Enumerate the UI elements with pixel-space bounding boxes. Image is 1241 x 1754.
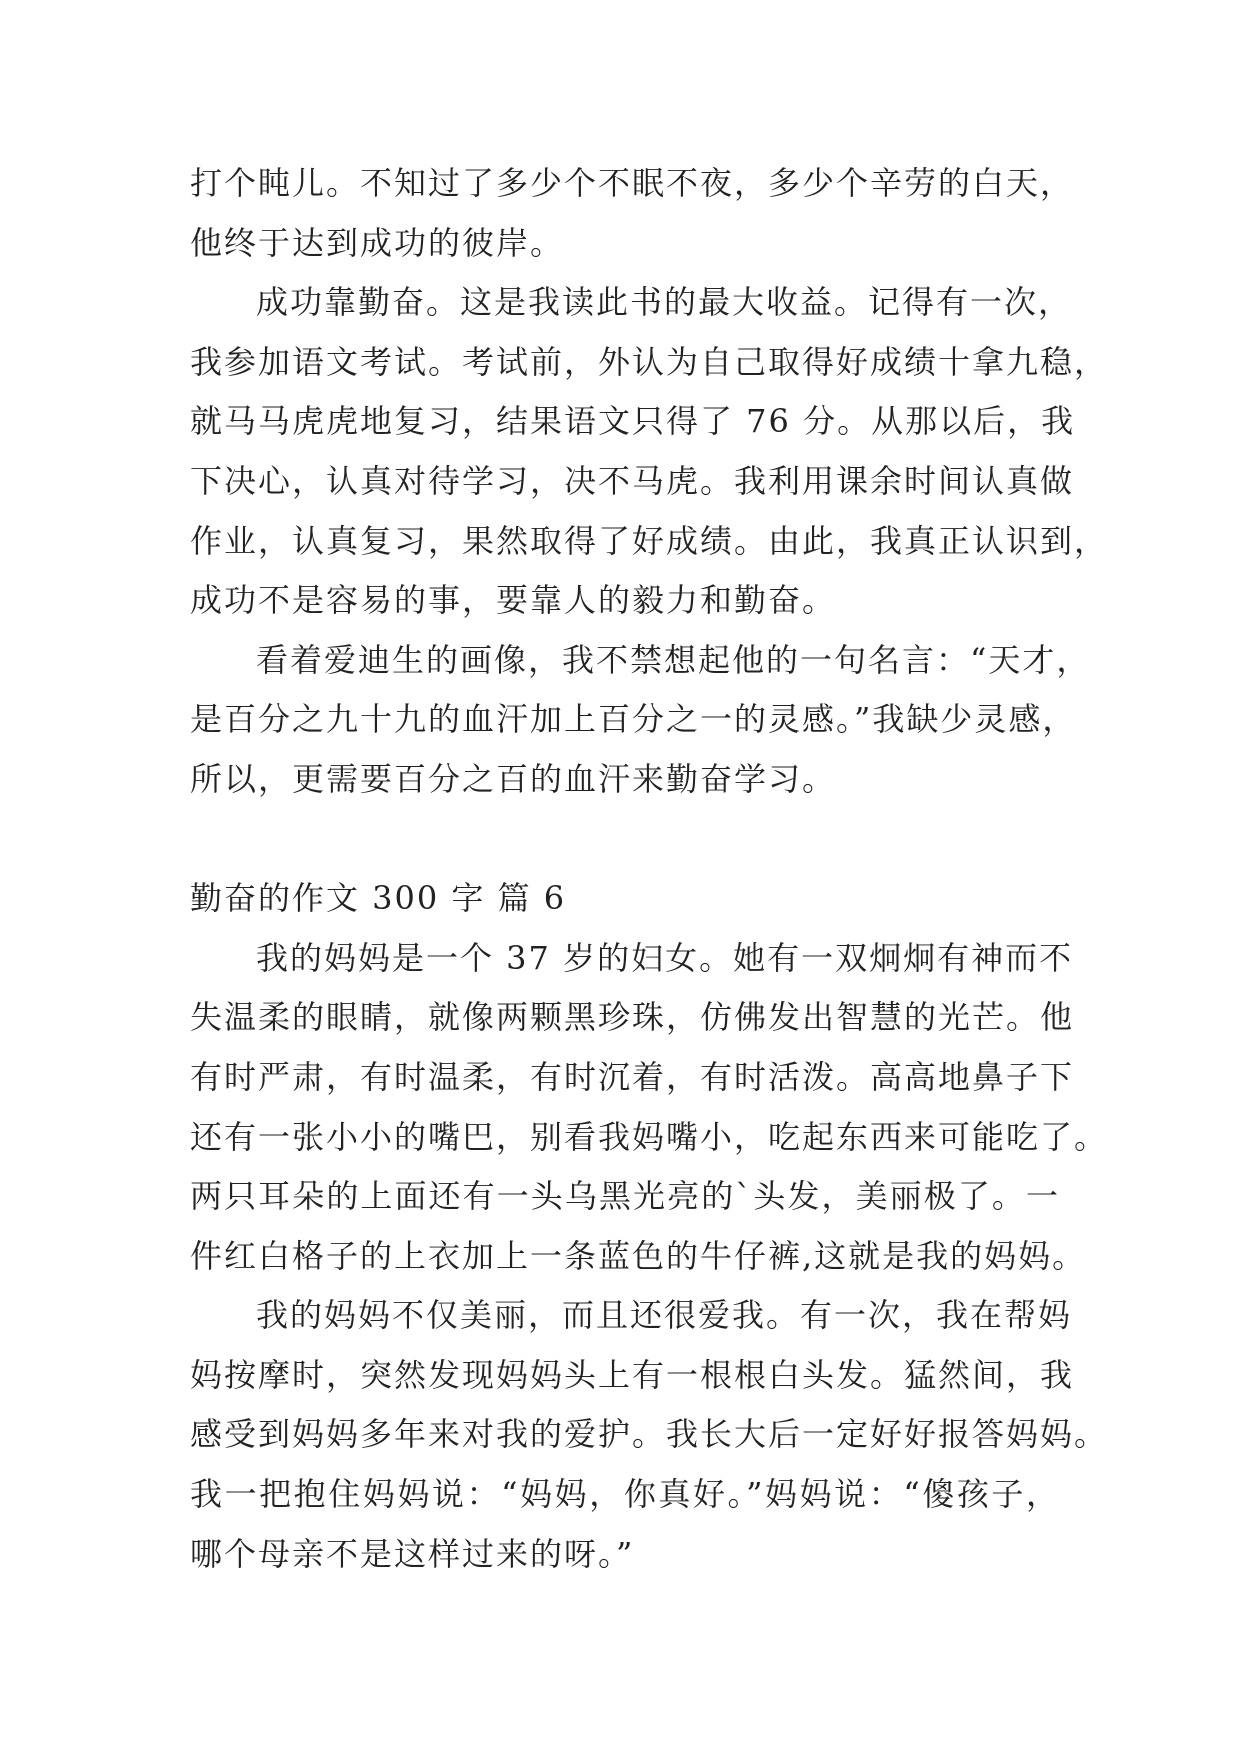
text-line: 我的妈妈是一个 37 岁的妇女。她有一双炯炯有神而不	[256, 938, 1074, 977]
text-line: 妈按摩时，突然发现妈妈头上有一根根白头发。猛然间，我	[190, 1355, 1075, 1394]
text-line: 看着爱迪生的画像，我不禁想起他的一句名言：“天才，	[256, 640, 1091, 679]
text-line: 成功不是容易的事，要靠人的毅力和勤奋。	[190, 581, 837, 620]
text-line: 他终于达到成功的彼岸。	[190, 223, 565, 262]
text-line: 件红白格子的上衣加上一条蓝色的牛仔裤,这就是我的妈妈。	[190, 1236, 1087, 1275]
text-line: 失温柔的眼睛，就像两颗黑珍珠，仿佛发出智慧的光芒。他	[190, 998, 1075, 1037]
text-line: 还有一张小小的嘴巴，别看我妈嘴小，吃起东西来可能吃了。	[190, 1117, 1109, 1156]
section-heading: 勤奋的作文 300 字 篇 6	[190, 879, 567, 918]
text-line: 我一把抱住妈妈说：“妈妈，你真好。”妈妈说：“傻孩子，	[190, 1475, 1060, 1514]
text-line: 下决心，认真对待学习，决不马虎。我利用课余时间认真做	[190, 461, 1075, 500]
section-gap	[190, 810, 1060, 870]
text-line: 打个盹儿。不知过了多少个不眠不夜，多少个辛劳的白天，	[190, 164, 1075, 202]
text-line: 所以，更需要百分之百的血汗来勤奋学习。	[190, 759, 837, 798]
document-body	[190, 154, 1109, 1584]
text-line: 作业，认真复习，果然取得了好成绩。由此，我真正认识到，	[190, 521, 1109, 560]
text-line: 有时严肃，有时温柔，有时沉着，有时活泼。高高地鼻子下	[190, 1057, 1075, 1096]
text-line: 就马马虎虎地复习，结果语文只得了 76 分。从那以后，我	[190, 402, 1076, 441]
text-line: 成功靠勤奋。这是我读此书的最大收益。记得有一次，	[256, 283, 1073, 322]
text-line: 两只耳朵的上面还有一头乌黑光亮的`头发，美丽极了。一	[190, 1177, 1060, 1216]
text-line: 感受到妈妈多年来对我的爱护。我长大后一定好好报答妈妈。	[190, 1415, 1109, 1454]
text-line: 是百分之九十九的血汗加上百分之一的灵感。”我缺少灵感，	[190, 700, 1077, 739]
text-line: 我的妈妈不仅美丽，而且还很爱我。有一次，我在帮妈	[256, 1296, 1073, 1335]
text-line: 我参加语文考试。考试前，外认为自己取得好成绩十拿九稳，	[190, 342, 1109, 381]
text-line: 哪个母亲不是这样过来的呀。”	[190, 1534, 635, 1573]
